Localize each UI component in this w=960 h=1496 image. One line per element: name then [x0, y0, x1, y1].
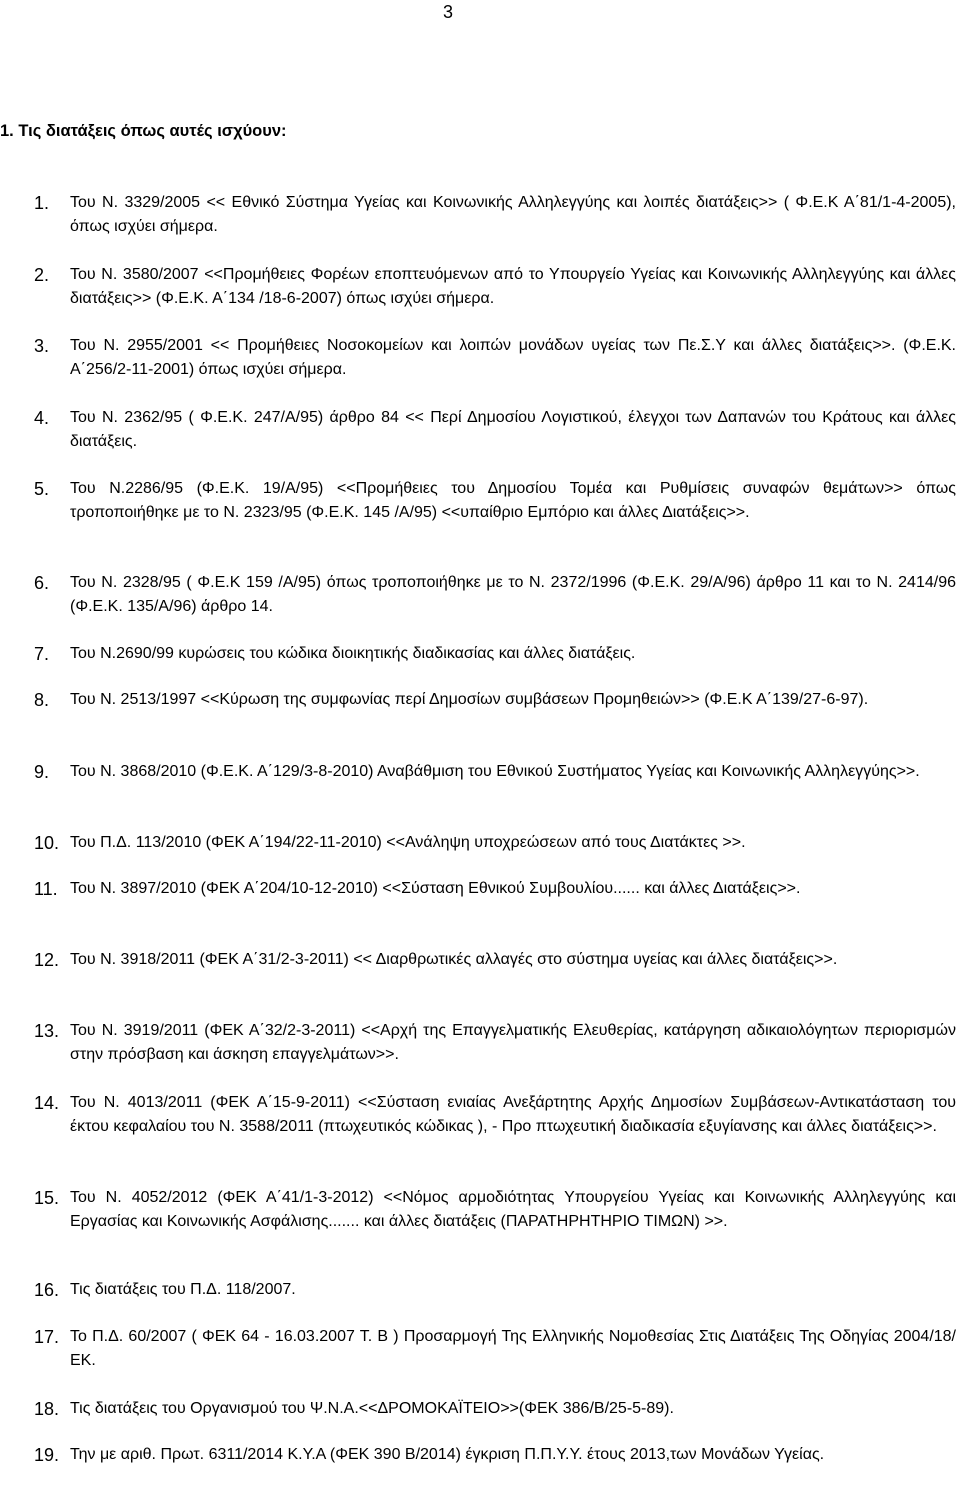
item-number: 7.: [34, 644, 50, 664]
item-number: 14.: [34, 1093, 60, 1113]
list-item: [34, 571, 956, 619]
list-item: [34, 191, 956, 239]
list-item: [34, 1397, 956, 1421]
list-item: [34, 1443, 956, 1467]
item-number: 2.: [34, 265, 50, 285]
list-item: [34, 1019, 956, 1067]
item-text: Του Ν. 3919/2011 (ΦΕΚ Α΄32/2-3-2011) <<Αρχή της Επαγγελματικής Ελευθερίας, κατάργηση αδικαιολόγητων περιορισμών στην πρόσβαση και άσκηση επαγγελμάτων>>.: [70, 1022, 956, 1063]
item-number: 17.: [34, 1327, 60, 1347]
item-text: Του Ν. 2513/1997 <<Κύρωση της συμφωνίας περί Δημοσίων συμβάσεων Προμηθειών>> (Φ.Ε.Κ Α΄139/27-6-97).: [70, 691, 869, 708]
section-title: 1. Τις διατάξεις όπως αυτές ισχύουν:: [0, 122, 287, 140]
item-text: Του Ν. 2328/95 ( Φ.Ε.Κ 159 /Α/95) όπως τροποποιήθηκε με το Ν. 2372/1996 (Φ.Ε.Κ. 29/Α/96) άρθρο 11 και το Ν. 2414/96 (Φ.Ε.Κ. 135/Α/96) άρθρο 14.: [70, 574, 956, 615]
list-item: [34, 1325, 956, 1373]
list-item: [34, 948, 956, 972]
list-item: [34, 688, 956, 712]
item-text: Τις διατάξεις του Οργανισμού του Ψ.Ν.Α.<<ΔΡΟΜΟΚΑΪΤΕΙΟ>>(ΦΕΚ 386/Β/25-5-89).: [70, 1400, 674, 1417]
item-text: Την με αριθ. Πρωτ. 6311/2014 Κ.Υ.Α (ΦΕΚ 390 Β/2014) έγκριση Π.Π.Υ.Υ. έτους 2013,των Μονάδων Υγείας.: [70, 1446, 825, 1463]
item-text: Του Ν. 4013/2011 (ΦΕΚ Α΄15-9-2011) <<Σύσταση ενιαίας Ανεξάρτητης Αρχής Δημοσίων Συμβάσεων-Αντικατάσταση του έκτου κεφαλαίου του Ν. 3588/2011 (πτωχευτικός κώδικας ), - Προ πτωχευτική διαδικασία εξυγίανσης και άλλες διατάξεις>>.: [70, 1094, 956, 1135]
item-number: 10.: [34, 833, 60, 853]
list-item: [34, 334, 956, 382]
item-number: 8.: [34, 690, 50, 710]
item-number: 1.: [34, 193, 50, 213]
list-item: [34, 477, 956, 525]
list-item: [34, 263, 956, 311]
item-number: 4.: [34, 408, 50, 428]
item-number: 16.: [34, 1280, 60, 1300]
list-item: [34, 406, 956, 454]
item-text: Το Π.Δ. 60/2007 ( ΦΕΚ 64 - 16.03.2007 Τ. Β ) Προσαρμογή Της Ελληνικής Νομοθεσίας Στις Διατάξεις Της Οδηγίας 2004/18/ΕΚ.: [70, 1328, 956, 1369]
item-number: 12.: [34, 950, 60, 970]
item-text: Του Ν. 2362/95 ( Φ.Ε.Κ. 247/Α/95) άρθρο 84 << Περί Δημοσίου Λογιστικού, έλεγχοι των Δαπανών του Κράτους και άλλες διατάξεις.: [70, 409, 956, 450]
item-number: 15.: [34, 1188, 60, 1208]
list-item: [34, 1091, 956, 1139]
item-text: Του Ν. 2955/2001 << Προμήθειες Νοσοκομείων και λοιπών μονάδων υγείας των Πε.Σ.Υ και άλλες διατάξεις>>. (Φ.Ε.Κ. Α΄256/2-11-2001) όπως ισχύει σήμερα.: [70, 337, 956, 378]
item-text: Του Ν. 3868/2010 (Φ.Ε.Κ. Α΄129/3-8-2010) Αναβάθμιση του Εθνικού Συστήματος Υγείας και Κοινωνικής Αλληλεγγύης>>.: [70, 763, 920, 780]
list-item: [34, 760, 956, 784]
item-text: Του Ν. 3580/2007 <<Προμήθειες Φορέων εποπτευόμενων από το Υπουργείο Υγείας και Κοινωνικής Αλληλεγγύης και άλλες διατάξεις>> (Φ.Ε.Κ. Α΄134 /18-6-2007) όπως ισχύει σήμερα.: [70, 266, 956, 307]
list-item: [34, 1186, 956, 1234]
item-text: Του Ν.2690/99 κυρώσεις του κώδικα διοικητικής διαδικασίας και άλλες διατάξεις.: [70, 645, 636, 662]
item-text: Του Ν. 3329/2005 << Εθνικό Σύστημα Υγείας και Κοινωνικής Αλληλεγγύης και λοιπές διατάξεις>> ( Φ.Ε.Κ Α΄81/1-4-2005), όπως ισχύει σήμερα.: [70, 194, 956, 235]
item-number: 9.: [34, 762, 50, 782]
item-text: Του Π.Δ. 113/2010 (ΦΕΚ Α΄194/22-11-2010) <<Ανάληψη υποχρεώσεων από τους Διατάκτες >>.: [70, 834, 746, 851]
item-number: 18.: [34, 1399, 60, 1419]
item-text: Του Ν. 3918/2011 (ΦΕΚ Α΄31/2-3-2011) << Διαρθρωτικές αλλαγές στο σύστημα υγείας και άλλες διατάξεις>>.: [70, 951, 838, 968]
item-text: Του Ν. 3897/2010 (ΦΕΚ Α΄204/10-12-2010) <<Σύσταση Εθνικού Συμβουλίου...... και άλλες Διατάξεις>>.: [70, 880, 801, 897]
list-item: [34, 831, 956, 855]
item-number: 19.: [34, 1445, 60, 1465]
item-number: 11.: [34, 879, 58, 899]
page-number: 3: [443, 2, 454, 22]
item-number: 3.: [34, 336, 50, 356]
list-item: [34, 642, 956, 666]
list-item: [34, 1278, 956, 1302]
item-text: Τις διατάξεις του Π.Δ. 118/2007.: [70, 1281, 296, 1298]
item-text: Του Ν.2286/95 (Φ.Ε.Κ. 19/Α/95) <<Προμήθειες του Δημοσίου Τομέα και Ρυθμίσεις συναφών θεμάτων>> όπως τροποποιήθηκε με το Ν. 2323/95 (Φ.Ε.Κ. 145 /Α/95) <<υπαίθριο Εμπόριο και άλλες Διατάξεις>>.: [70, 480, 956, 521]
item-text: Του Ν. 4052/2012 (ΦΕΚ Α΄41/1-3-2012) <<Νόμος αρμοδιότητας Υπουργείου Υγείας και Κοινωνικής Αλληλεγγύης και Εργασίας και Κοινωνικής Ασφάλισης....... και άλλες διατάξεις (ΠΑΡΑΤΗΡΗΤΗΡΙΟ ΤΙΜΩΝ) >>.: [70, 1189, 956, 1230]
item-number: 13.: [34, 1021, 60, 1041]
list-item: [34, 877, 956, 901]
item-number: 5.: [34, 479, 50, 499]
item-number: 6.: [34, 573, 50, 593]
